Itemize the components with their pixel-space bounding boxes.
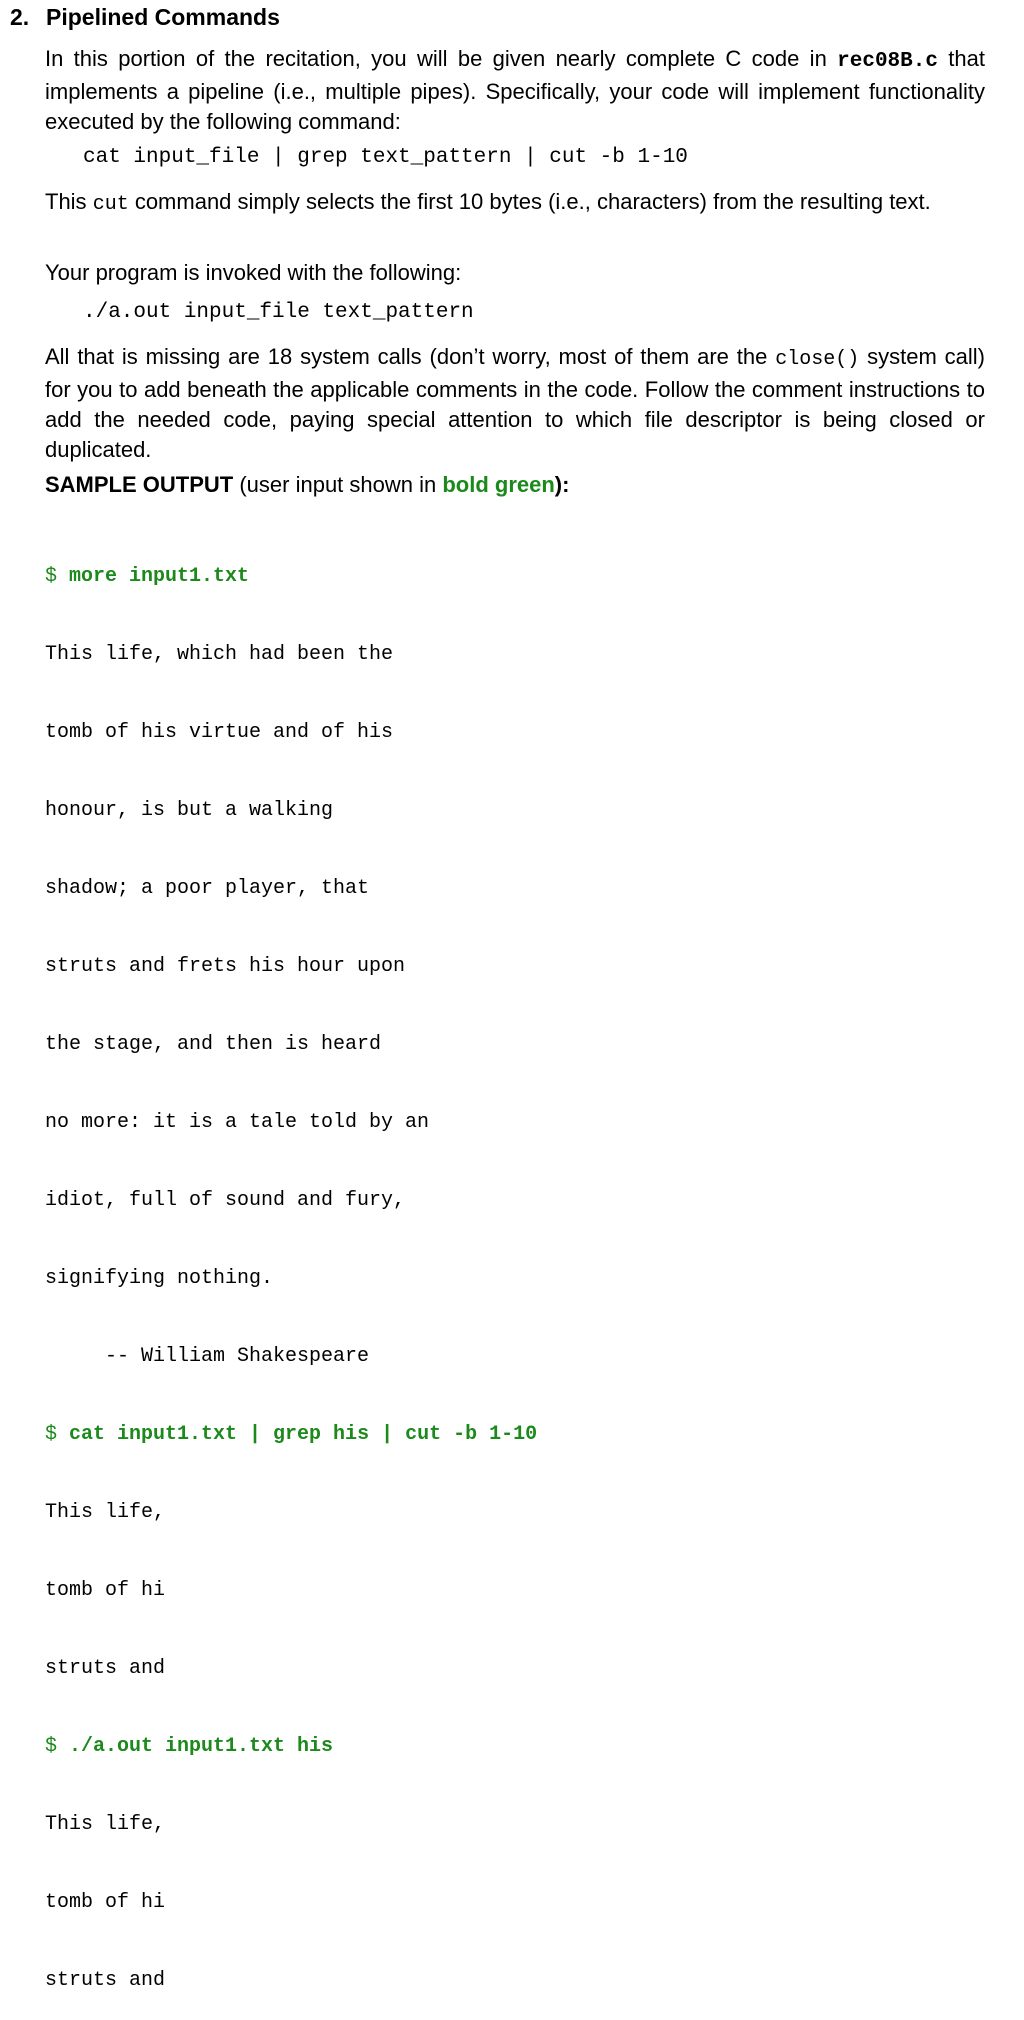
terminal-output-line: This life, bbox=[45, 1813, 166, 1836]
terminal-output-line: This life, bbox=[45, 1501, 166, 1524]
section-number: 2. bbox=[10, 4, 30, 30]
terminal-input-line bbox=[45, 564, 537, 590]
sample-green: bold green bbox=[442, 472, 555, 497]
invocation-paragraph: Your program is invoked with the following: bbox=[45, 260, 462, 285]
terminal-output-line: tomb of hi bbox=[45, 1579, 166, 1602]
source-file-name: rec08B.c bbox=[837, 50, 938, 73]
missing-text-2: system call) for you to add beneath the applicable comments in the code. Follow the comment instructions to add the needed code, paying special attention to which file descriptor is being closed or duplicated. bbox=[45, 344, 985, 462]
cut-code: cut bbox=[92, 193, 129, 216]
terminal-output-line: idiot, full of sound and fury, bbox=[45, 1189, 406, 1212]
section-heading bbox=[10, 4, 280, 31]
terminal-input-line bbox=[45, 1734, 537, 1760]
close-code: close() bbox=[775, 348, 860, 371]
terminal-command: ./a.out input1.txt his bbox=[69, 1735, 334, 1758]
terminal-output-line: tomb of hi bbox=[45, 1891, 166, 1914]
terminal-output-line: struts and bbox=[45, 1657, 166, 1680]
terminal-output-line: shadow; a poor player, that bbox=[45, 877, 370, 900]
terminal-output-line: no more: it is a tale told by an bbox=[45, 1111, 430, 1134]
intro-paragraph bbox=[45, 44, 985, 137]
cut-text-1: This bbox=[45, 189, 93, 214]
sample-terminal bbox=[45, 512, 537, 2020]
terminal-output-line: tomb of his virtue and of his bbox=[45, 721, 394, 744]
terminal-output-line: This life, which had been the bbox=[45, 643, 394, 666]
terminal-output-line: the stage, and then is heard bbox=[45, 1033, 382, 1056]
sample-text-2: ): bbox=[554, 472, 570, 497]
terminal-output-line: struts and bbox=[45, 1969, 166, 1992]
intro-text-1: In this portion of the recitation, you will be given nearly complete C code in bbox=[45, 46, 838, 71]
sample-label: SAMPLE OUTPUT bbox=[45, 472, 234, 497]
sample-text-1: (user input shown in bbox=[233, 472, 443, 497]
section-title: Pipelined Commands bbox=[46, 4, 280, 30]
terminal-command: cat input1.txt | grep his | cut -b 1-10 bbox=[69, 1423, 538, 1446]
terminal-prompt: $ bbox=[45, 1423, 70, 1446]
cut-paragraph bbox=[45, 187, 985, 220]
terminal-output-line: struts and frets his hour upon bbox=[45, 955, 406, 978]
terminal-input-line bbox=[45, 1422, 537, 1448]
terminal-prompt: $ bbox=[45, 1735, 70, 1758]
cut-text-2: command simply selects the first 10 bytes (i.e., characters) from the resulting text. bbox=[128, 189, 931, 214]
terminal-command: more input1.txt bbox=[69, 565, 250, 588]
invocation-command: ./a.out input_file text_pattern bbox=[83, 301, 474, 324]
intro-text-2: that implements a pipeline (i.e., multiple pipes). Specifically, your code will implement functionality executed by the following command: bbox=[45, 46, 985, 134]
terminal-output-line: -- William Shakespeare bbox=[45, 1345, 370, 1368]
terminal-prompt: $ bbox=[45, 565, 70, 588]
sample-output-title bbox=[45, 472, 569, 498]
missing-calls-paragraph bbox=[45, 342, 985, 465]
terminal-output-line: signifying nothing. bbox=[45, 1267, 274, 1290]
terminal-output-line: honour, is but a walking bbox=[45, 799, 334, 822]
missing-text-1: All that is missing are 18 system calls (don’t worry, most of them are the bbox=[45, 344, 776, 369]
pipeline-command: cat input_file | grep text_pattern | cut -b 1-10 bbox=[83, 146, 688, 169]
